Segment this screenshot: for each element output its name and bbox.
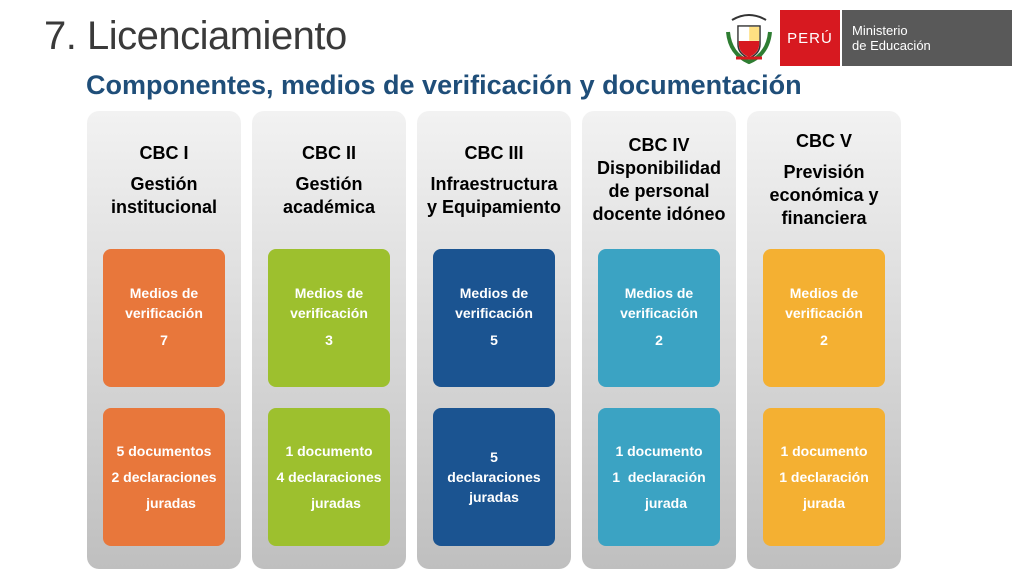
- component-name-line: docente idóneo: [592, 204, 726, 224]
- verification-media-box: [433, 249, 555, 387]
- component-name-line: institucional: [110, 197, 217, 217]
- documentation-line: juradas: [469, 489, 519, 505]
- documentation-box: [268, 408, 390, 546]
- verification-media-box: [268, 249, 390, 387]
- component-header: [252, 142, 406, 219]
- documentation-line: jurada: [802, 495, 845, 511]
- verification-media-label: [763, 283, 885, 323]
- ministry-line-1: Ministerio: [852, 23, 908, 38]
- component-name-line: económica y: [769, 185, 879, 205]
- verification-media-count: 2: [655, 332, 663, 348]
- verification-media-count: 5: [490, 332, 498, 348]
- documentation-line: 5: [490, 449, 498, 465]
- verification-media-label: [433, 283, 555, 323]
- component-code: CBC V: [795, 131, 852, 151]
- verification-media-label-line: Medios de: [294, 285, 364, 301]
- verification-media-label: [103, 283, 225, 323]
- component-column-cbc-5: [747, 111, 901, 569]
- documentation-box: [433, 408, 555, 546]
- component-name-line: y Equipamiento: [426, 197, 561, 217]
- component-name-line: Previsión: [783, 162, 865, 182]
- page-title: 7. Licenciamiento: [44, 14, 347, 58]
- verification-media-box: [103, 249, 225, 387]
- documentation-line: 1 declaración: [779, 469, 869, 485]
- verification-media-box: [598, 249, 720, 387]
- verification-media-label-line: verificación: [290, 305, 368, 321]
- documentation-line: 1 documento: [780, 443, 868, 459]
- verification-media-label-line: verificación: [620, 305, 698, 321]
- verification-media-label-line: verificación: [125, 305, 203, 321]
- verification-media-label-line: verificación: [455, 305, 533, 321]
- peru-label: PERÚ: [780, 10, 840, 66]
- documentation-line: 1 documento: [285, 443, 373, 459]
- verification-media-label: [268, 283, 390, 323]
- verification-media-label-line: Medios de: [129, 285, 199, 301]
- component-column-cbc-4: [582, 111, 736, 569]
- component-column-cbc-1: [87, 111, 241, 569]
- documentation-line: 1 documento: [615, 443, 703, 459]
- verification-media-label-line: verificación: [785, 305, 863, 321]
- documentation-box: [763, 408, 885, 546]
- component-header: [417, 142, 571, 219]
- component-code: CBC III: [464, 143, 524, 163]
- component-header: [582, 134, 736, 226]
- documentation-line: 2 declaraciones: [111, 469, 217, 485]
- component-header: [747, 130, 901, 230]
- component-name-line: Infraestructura: [430, 174, 558, 194]
- documentation-line: juradas: [311, 495, 361, 511]
- documentation-line: declaraciones: [447, 469, 541, 485]
- component-name-line: Disponibilidad: [597, 158, 721, 178]
- documentation-line: 4 declaraciones: [276, 469, 382, 485]
- verification-media-count: 3: [325, 332, 333, 348]
- component-name-line: Gestión: [295, 174, 363, 194]
- verification-media-count: 2: [820, 332, 828, 348]
- documentation-line: juradas: [146, 495, 196, 511]
- documentation-line: 1 declaración: [612, 469, 706, 485]
- ministry-logo: [726, 10, 1012, 66]
- documentation-box: [598, 408, 720, 546]
- verification-media-box: [763, 249, 885, 387]
- documentation-box: [103, 408, 225, 546]
- ministry-line-2: de Educación: [852, 38, 931, 53]
- verification-media-label-line: Medios de: [459, 285, 529, 301]
- documentation-line: 5 documentos: [116, 443, 212, 459]
- coat-of-arms-icon: [726, 10, 772, 66]
- component-code: CBC I: [139, 143, 189, 163]
- verification-media-count: 7: [160, 332, 168, 348]
- component-name-line: académica: [282, 197, 376, 217]
- component-code: CBC IV: [628, 135, 690, 155]
- component-column-cbc-3: [417, 111, 571, 569]
- component-name-line: Gestión: [130, 174, 198, 194]
- verification-media-label-line: Medios de: [624, 285, 694, 301]
- page-subtitle: Componentes, medios de verificación y documentación: [86, 70, 802, 100]
- component-name-line: financiera: [781, 208, 867, 228]
- component-name-line: de personal: [608, 181, 710, 201]
- ministry-label: [840, 10, 1012, 66]
- component-code: CBC II: [302, 143, 356, 163]
- component-header: [87, 142, 241, 219]
- component-column-cbc-2: [252, 111, 406, 569]
- verification-media-label-line: Medios de: [789, 285, 859, 301]
- documentation-line: jurada: [644, 495, 687, 511]
- verification-media-label: [598, 283, 720, 323]
